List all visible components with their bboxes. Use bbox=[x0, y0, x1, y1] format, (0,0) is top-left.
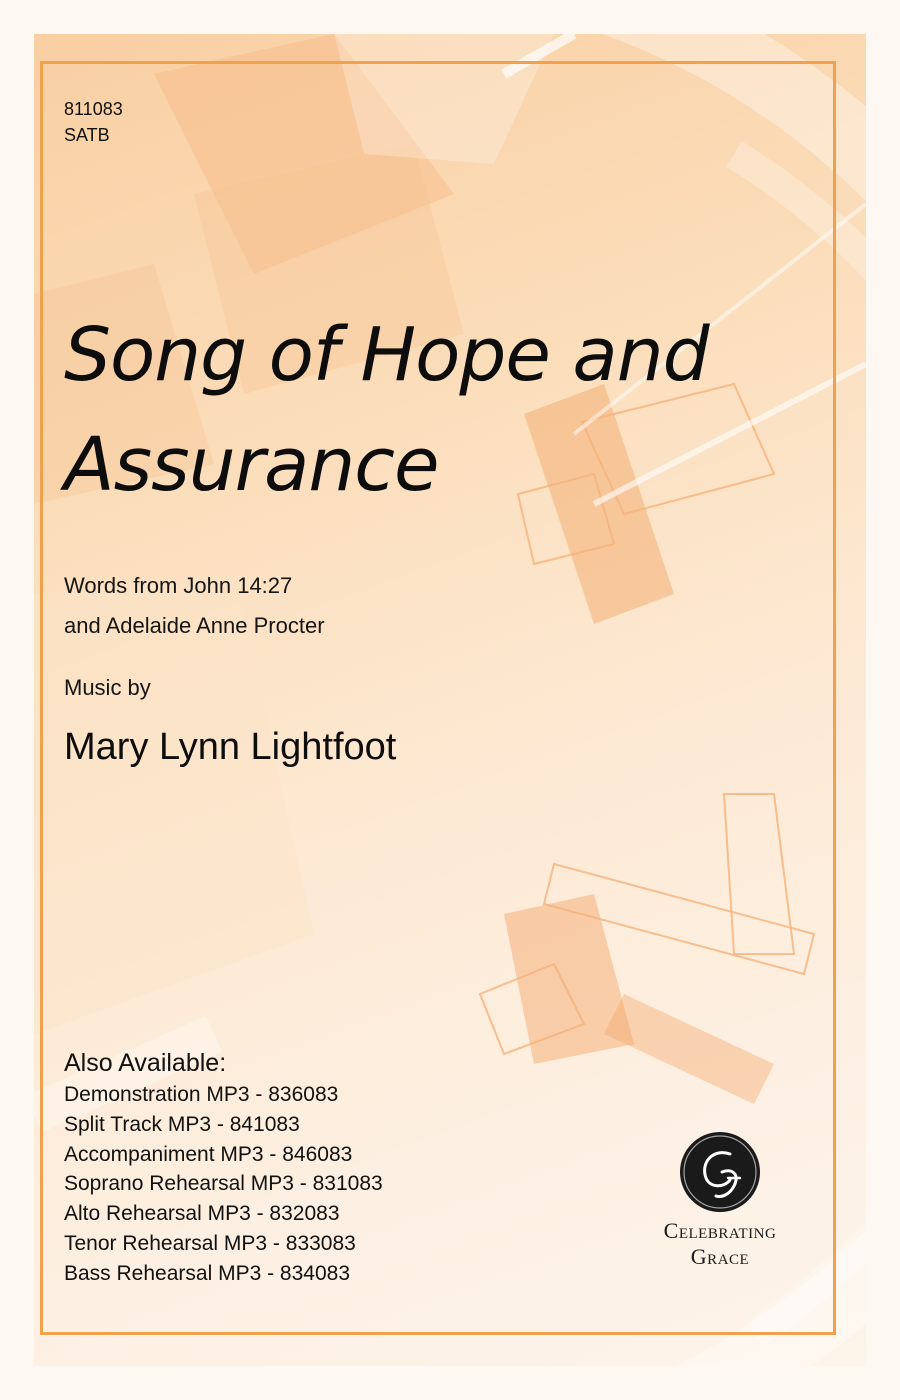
words-credit-line-1: Words from John 14:27 bbox=[64, 573, 293, 598]
list-item: Alto Rehearsal MP3 - 832083 bbox=[64, 1202, 340, 1226]
catalog-info bbox=[64, 96, 123, 148]
list-item: Tenor Rehearsal MP3 - 833083 bbox=[64, 1231, 356, 1255]
list-item: Bass Rehearsal MP3 - 834083 bbox=[64, 1261, 350, 1285]
also-available-heading: Also Available: bbox=[64, 1049, 227, 1077]
title-line-1: Song of Hope and bbox=[64, 312, 709, 398]
publisher-name-line-2: Grace bbox=[690, 1244, 750, 1269]
list-item: Soprano Rehearsal MP3 - 831083 bbox=[64, 1172, 383, 1196]
cg-monogram-icon bbox=[680, 1132, 760, 1212]
list-item: Split Track MP3 - 841083 bbox=[64, 1112, 300, 1136]
publisher-logo bbox=[636, 1132, 804, 1270]
publisher-name-line-1: Celebrating bbox=[663, 1218, 777, 1243]
composer-name: Mary Lynn Lightfoot bbox=[64, 726, 397, 768]
publisher-name bbox=[636, 1218, 804, 1270]
lyric-credits bbox=[64, 566, 325, 646]
title-line-2: Assurance bbox=[64, 422, 439, 508]
words-credit-line-2: and Adelaide Anne Procter bbox=[64, 613, 325, 638]
music-by-label: Music by bbox=[64, 675, 151, 700]
page-title bbox=[64, 300, 784, 520]
list-item: Accompaniment MP3 - 846083 bbox=[64, 1142, 353, 1166]
catalog-number: 811083 bbox=[64, 99, 123, 119]
voicing: SATB bbox=[64, 125, 110, 145]
also-available-section bbox=[64, 1046, 383, 1289]
list-item: Demonstration MP3 - 836083 bbox=[64, 1083, 339, 1106]
also-available-list bbox=[64, 1080, 383, 1289]
